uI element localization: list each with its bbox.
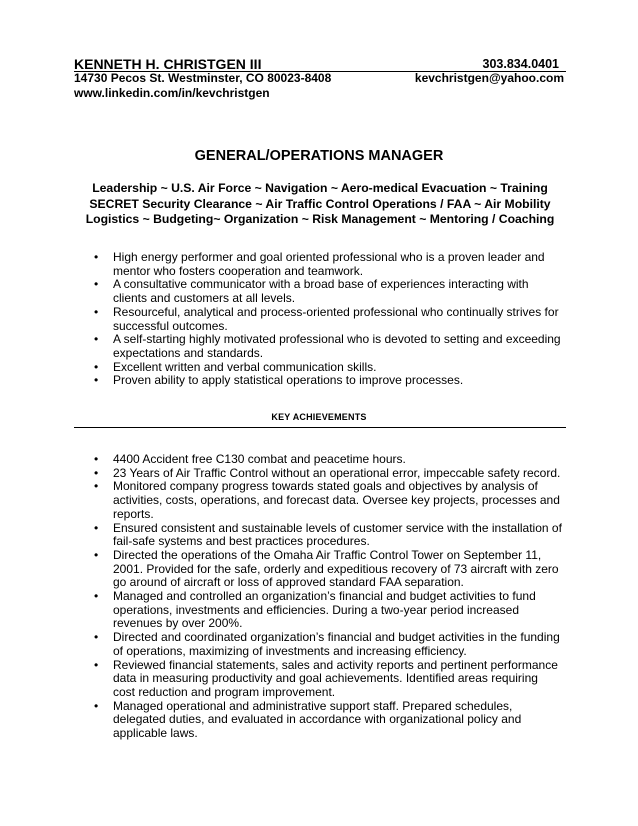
phone-number: 303.834.0401: [482, 57, 559, 71]
achievement-item: • 23 Years of Air Traffic Control without an operational error, impeccable safety record.: [94, 467, 562, 481]
summary-item: • Resourceful, analytical and process-oriented professional who continually strives for successful outcomes.: [94, 306, 562, 333]
summary-item: • Proven ability to apply statistical operations to improve processes.: [94, 374, 562, 388]
candidate-name: KENNETH H. CHRISTGEN III: [74, 56, 262, 72]
section-divider: [74, 427, 566, 428]
summary-item: • A consultative communicator with a broad base of experiences interacting with clients and customers at all levels.: [94, 278, 562, 305]
achievement-item: • Managed operational and administrative support staff. Prepared schedules, delegated duties, and evaluated in accordance with organizational policy and applicable laws.: [94, 700, 562, 741]
email-address: kevchristgen@yahoo.com: [414, 71, 564, 85]
achievement-item: • Monitored company progress towards stated goals and objectives by analysis of activities, costs, operations, and forecast data. Oversee key projects, processes and reports.: [94, 480, 562, 521]
summary-item: • A self-starting highly motivated professional who is devoted to setting and exceeding expectations and standards.: [94, 333, 562, 360]
achievement-item: • Directed and coordinated organization’s financial and budget activities in the funding of operations, maximizing of investments and increasing efficiency.: [94, 631, 562, 658]
skills-line: Logistics ~ Budgeting~ Organization ~ Risk Management ~ Mentoring / Coaching: [85, 212, 555, 226]
achievement-item: • 4400 Accident free C130 combat and peacetime hours.: [94, 453, 562, 467]
street-address: 14730 Pecos St. Westminster, CO 80023-8408: [74, 71, 332, 85]
skills-summary: [60, 181, 580, 228]
achievements-list: [94, 453, 562, 741]
achievement-item: • Reviewed financial statements, sales and activity reports and pertinent performance data in measuring productivity and goal achievements. Identified areas requiring cost reduction and program improvement.: [94, 659, 562, 700]
achievement-item: • Directed the operations of the Omaha Air Traffic Control Tower on September 11, 2001. Provided for the safe, orderly and expeditious recovery of 73 aircraft with zero go around of aircraft or loss of approved standard FAA separation.: [94, 549, 562, 590]
summary-list: [94, 251, 562, 388]
header-top: [74, 56, 564, 72]
summary-item: • Excellent written and verbal communication skills.: [94, 361, 562, 375]
resume-title: GENERAL/OPERATIONS MANAGER: [194, 148, 444, 164]
achievement-item: • Managed and controlled an organization’s financial and budget activities to fund operations, investments and efficiencies. During a two-year period increased revenues by over 200%.: [94, 590, 562, 631]
address-line: [74, 71, 564, 85]
skills-line: Leadership ~ U.S. Air Force ~ Navigation ~ Aero-medical Evacuation ~ Training: [92, 181, 548, 195]
key-achievements-heading: KEY ACHIEVEMENTS: [271, 412, 367, 422]
summary-item: • High energy performer and goal oriented professional who is a proven leader and mentor who fosters cooperation and teamwork.: [94, 251, 562, 278]
achievement-item: • Ensured consistent and sustainable levels of customer service with the installation of fail-safe systems and best practices procedures.: [94, 522, 562, 549]
skills-line: SECRET Security Clearance ~ Air Traffic Control Operations / FAA ~ Air Mobility: [89, 196, 551, 211]
linkedin-url: www.linkedin.com/in/kevchristgen: [74, 86, 270, 100]
